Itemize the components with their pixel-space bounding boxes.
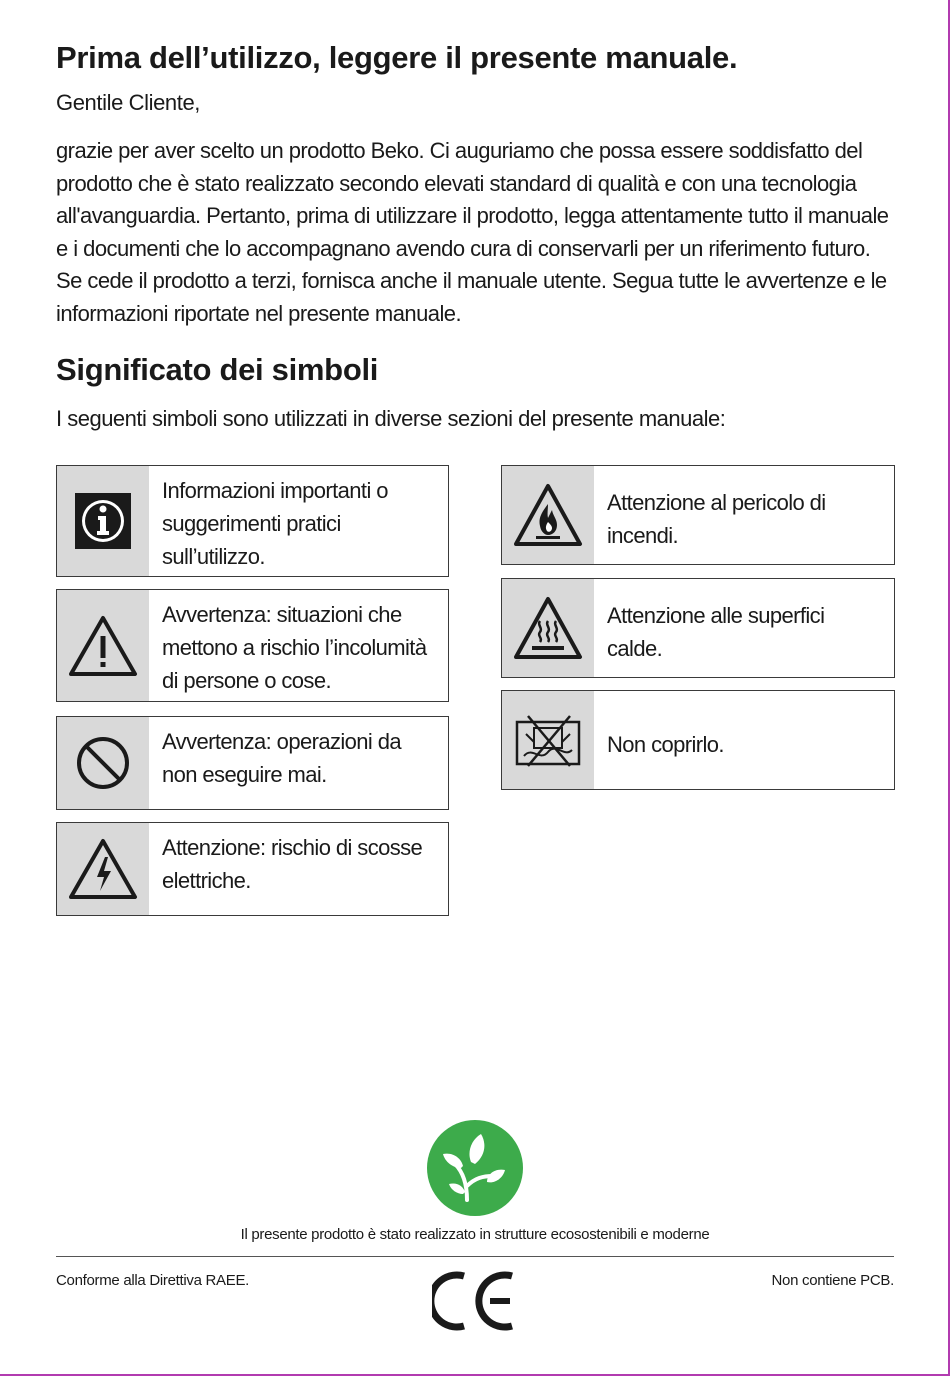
symbol-hot-text: Attenzione alle superfici calde. (607, 603, 825, 661)
page-title: Prima dell’utilizzo, leggere il presente manuale. (56, 40, 738, 75)
prohibited-icon (57, 717, 149, 809)
fire-hazard-icon (502, 466, 594, 564)
symbols-intro: I seguenti simboli sono utilizzati in diverse sezioni del presente manuale: (56, 406, 726, 431)
eco-statement: Il presente prodotto è stato realizzato in strutture ecosostenibili e moderne (240, 1226, 710, 1243)
greeting: Gentile Cliente, (56, 90, 201, 115)
symbol-warning-box (56, 589, 449, 702)
symbol-prohibited-box (56, 716, 449, 810)
symbol-warning-text: Avvertenza: situazioni che mettono a rischio l’incolumità di persone o cose. (162, 602, 427, 693)
symbol-info-text: Informazioni importanti o suggerimenti pratici sull’utilizzo. (162, 478, 388, 569)
symbol-cover-box (501, 690, 895, 790)
symbol-info-box (56, 465, 449, 577)
symbol-hot-box (501, 578, 895, 678)
symbol-prohibited-text: Avvertenza: operazioni da non eseguire mai. (162, 729, 401, 787)
warning-icon (57, 590, 149, 701)
raee-compliance: Conforme alla Direttiva RAEE. (56, 1272, 250, 1289)
ce-mark-icon (432, 1270, 518, 1332)
symbols-title: Significato dei simboli (56, 352, 379, 387)
symbol-fire-text: Attenzione al pericolo di incendi. (607, 490, 826, 548)
hot-surface-icon (502, 579, 594, 677)
eco-leaf-icon (427, 1120, 523, 1216)
symbol-cover-text: Non coprirlo. (607, 731, 724, 757)
info-icon (57, 466, 149, 576)
do-not-cover-icon (502, 691, 594, 789)
symbol-electric-box (56, 822, 449, 916)
intro-paragraph: grazie per aver scelto un prodotto Beko. Ci auguriamo che possa essere soddisfatto del prodotto che è stato realizzato secondo elevati standard di qualità e con una tecnologia all'avanguardia. Pertanto, prima di utilizzare il prodotto, legga attentamente tutto il manuale e i documenti che lo accompagnano avendo cura di conservarli per un riferimento futuro. Se cede il prodotto a terzi, fornisca anche il manuale utente. Segua tutte le avvertenze e le informazioni riportate nel presente manuale. (56, 138, 889, 326)
footer-divider (56, 1256, 894, 1257)
pcb-statement: Non contiene PCB. (771, 1272, 894, 1289)
electric-shock-icon (57, 823, 149, 915)
symbol-fire-box (501, 465, 895, 565)
symbol-electric-text: Attenzione: rischio di scosse elettriche. (162, 835, 423, 893)
